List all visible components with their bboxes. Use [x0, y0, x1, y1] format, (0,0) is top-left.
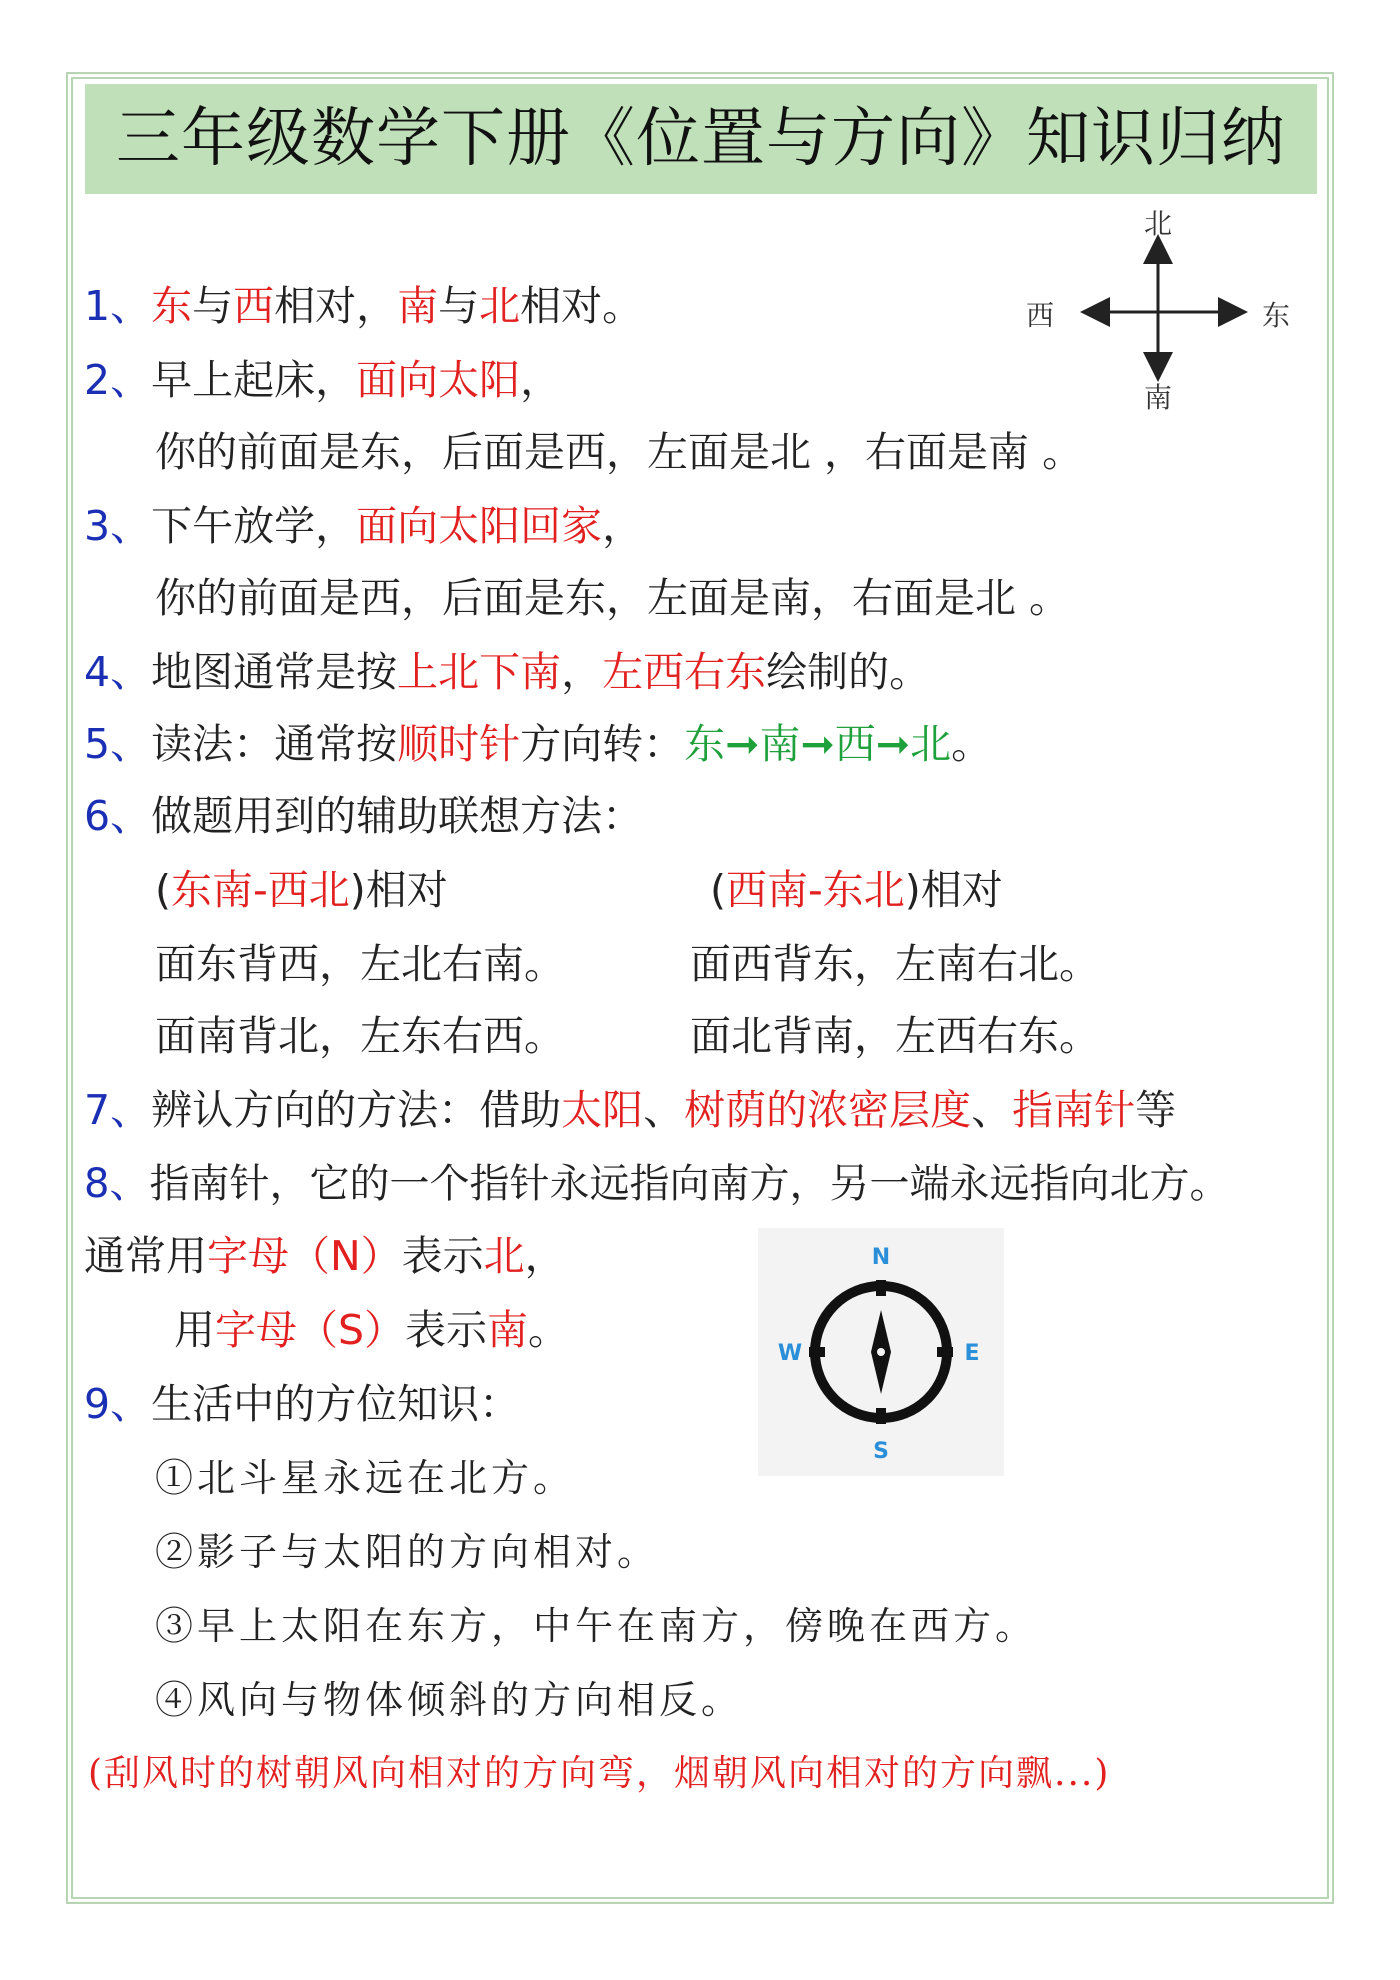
- text: )相对: [904, 866, 1003, 914]
- highlight-text: 东: [151, 282, 193, 330]
- highlight-text: 北: [479, 282, 521, 330]
- item-9-note: (刮风时的树朝风向相对的方向弯，烟朝风向相对的方向飘...): [88, 1753, 1111, 1794]
- item-4: [84, 644, 930, 700]
- text: 、: [971, 1086, 1013, 1134]
- text: 通常用: [84, 1232, 207, 1280]
- direction-cross-diagram: [1010, 200, 1310, 420]
- item-number: 5、: [84, 720, 152, 768]
- text: 。: [951, 720, 993, 768]
- text: 与: [438, 282, 480, 330]
- text: 相对，: [274, 282, 398, 330]
- item-7: [84, 1082, 1176, 1138]
- item-6-left-line-2: 面南背北，左东右西。: [155, 1012, 565, 1060]
- compass-n-label: N: [871, 1245, 891, 1270]
- compass-w-label: W: [777, 1341, 803, 1366]
- text: 读法：通常按: [151, 720, 398, 768]
- highlight-text: 西南-东北: [726, 866, 905, 914]
- item-9-fact-2: ②影子与太阳的方向相对。: [155, 1530, 660, 1574]
- item-number: 2、: [84, 356, 152, 404]
- item-6-left-heading: [155, 862, 448, 918]
- highlight-text: 太阳: [561, 1086, 644, 1134]
- highlight-text: 顺时针: [397, 720, 521, 768]
- item-number: 1、: [84, 282, 152, 330]
- text: (: [155, 866, 171, 914]
- compass-s-label: S: [873, 1439, 889, 1464]
- compass-illustration: [758, 1228, 1004, 1476]
- highlight-text: 上北下南: [397, 648, 562, 696]
- text: ，: [602, 502, 644, 550]
- item-number: 4、: [84, 648, 152, 696]
- item-number: 9、: [84, 1380, 152, 1428]
- item-9-fact-4: ④风向与物体倾斜的方向相反。: [155, 1678, 744, 1722]
- item-3: [84, 498, 643, 554]
- text: 绘制的。: [766, 648, 931, 696]
- highlight-text: 树荫的浓密层度: [684, 1086, 972, 1134]
- item-9: [84, 1376, 520, 1432]
- highlight-text: 指南针: [1012, 1086, 1136, 1134]
- text: ，: [561, 648, 603, 696]
- item-6: [84, 788, 643, 844]
- west-label: 西: [1026, 299, 1055, 332]
- item-number: 7、: [84, 1086, 152, 1134]
- item-6-right-heading: [710, 862, 1003, 918]
- item-6-right-line-2: 面北背南，左西右东。: [690, 1012, 1100, 1060]
- north-label: 北: [1144, 207, 1173, 240]
- text: 指南针，它的一个指针永远指向南方，另一端永远指向北方。: [149, 1161, 1230, 1207]
- text: 方向转：: [520, 720, 685, 768]
- east-label: 东: [1262, 299, 1291, 332]
- highlight-text: 南: [487, 1306, 529, 1354]
- text: 表示: [405, 1306, 488, 1354]
- text: 相对。: [520, 282, 644, 330]
- text: 早上起床，: [151, 356, 357, 404]
- text: 用: [174, 1306, 215, 1354]
- item-8-north: [84, 1228, 566, 1284]
- highlight-text: 南: [397, 282, 439, 330]
- item-9-fact-3: ③早上太阳在东方，中午在南方，傍晚在西方。: [155, 1604, 1038, 1648]
- text: 表示: [401, 1232, 484, 1280]
- text: 辨认方向的方法：借助: [151, 1086, 562, 1134]
- item-8: [84, 1156, 1229, 1212]
- item-number: 8、: [84, 1161, 150, 1207]
- highlight-text: 西: [233, 282, 275, 330]
- item-5: [84, 716, 992, 772]
- item-6-right-line-1: 面西背东，左南右北。: [690, 940, 1100, 988]
- item-2-detail: 你的前面是东，后面是西，左面是北 ，右面是南 。: [155, 428, 1084, 476]
- text: 地图通常是按: [151, 648, 398, 696]
- text: ，: [524, 1232, 566, 1280]
- item-8-south: [174, 1302, 569, 1358]
- item-1: [84, 278, 643, 334]
- item-number: 3、: [84, 502, 152, 550]
- highlight-text: 东南-西北: [171, 866, 350, 914]
- page-title: 三年级数学下册《位置与方向》知识归纳: [85, 84, 1317, 194]
- text: 。: [528, 1306, 570, 1354]
- text: (: [710, 866, 726, 914]
- text: 等: [1135, 1086, 1177, 1134]
- green-text: 东➞南➞西➞北: [684, 720, 952, 768]
- highlight-text: 字母（S）: [215, 1306, 406, 1354]
- text: 做题用到的辅助联想方法：: [151, 792, 644, 840]
- item-3-detail: 你的前面是西，后面是东，左面是南，右面是北 。: [155, 574, 1071, 622]
- south-label: 南: [1144, 381, 1173, 414]
- highlight-text: 面向太阳回家: [356, 502, 603, 550]
- highlight-text: 面向太阳: [356, 356, 521, 404]
- text: ，: [520, 356, 562, 404]
- item-2: [84, 352, 561, 408]
- item-number: 6、: [84, 792, 152, 840]
- text: 生活中的方位知识：: [151, 1380, 521, 1428]
- text: 下午放学，: [151, 502, 357, 550]
- item-6-left-line-1: 面东背西，左北右南。: [155, 940, 565, 988]
- highlight-text: 字母（N）: [207, 1232, 402, 1280]
- text: )相对: [349, 866, 448, 914]
- compass-e-label: E: [964, 1341, 980, 1366]
- text: 与: [192, 282, 234, 330]
- compass-icon: [758, 1228, 1004, 1476]
- highlight-text: 左西右东: [602, 648, 767, 696]
- highlight-text: 北: [483, 1232, 525, 1280]
- item-9-fact-1: ①北斗星永远在北方。: [155, 1456, 576, 1500]
- text: 、: [643, 1086, 685, 1134]
